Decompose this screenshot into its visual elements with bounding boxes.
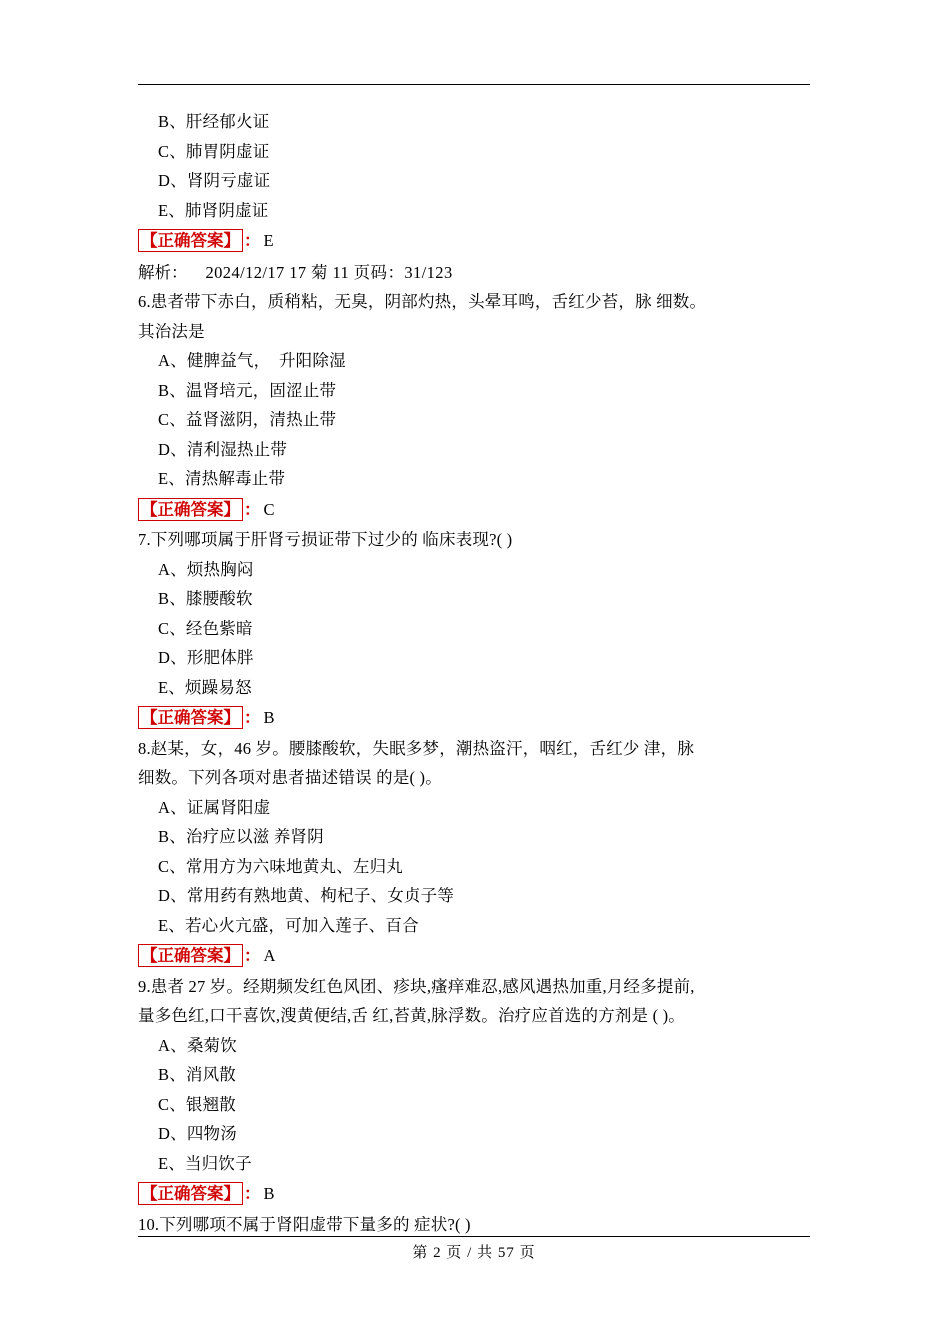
- page-footer: [138, 1236, 810, 1262]
- option-line: C、肺胃阴虚证: [158, 141, 270, 161]
- analysis-meta: 2024/12/17 17 菊 11 页码：31/123: [205, 262, 453, 282]
- header-rule: [138, 84, 810, 85]
- option-line: E、当归饮子: [158, 1153, 252, 1173]
- answer-value: B: [263, 708, 275, 727]
- option-line: B、肝经郁火证: [158, 112, 270, 131]
- option-line: D、四物汤: [158, 1124, 237, 1143]
- option-line: A、桑菊饮: [158, 1035, 237, 1055]
- answer-separator: ：: [244, 708, 261, 727]
- option-line: B、膝腰酸软: [158, 589, 253, 608]
- footer-rule: [138, 1236, 810, 1237]
- option-line: E、清热解毒止带: [158, 469, 286, 488]
- option-line: C、益肾滋阴，清热止带: [158, 410, 337, 429]
- option-line: C、经色紫暗: [158, 618, 253, 638]
- question-continuation: 量多色红,口干喜饮,溲黄便结,舌 红,苔黄,脉浮数。治疗应首选的方剂是 ( )。: [138, 1006, 685, 1025]
- option-line: A、烦热胸闷: [158, 559, 254, 579]
- answer-separator: ：: [244, 231, 261, 250]
- option-line: B、温肾培元，固涩止带: [158, 380, 337, 400]
- answer-label: 【正确答案】: [138, 1182, 243, 1205]
- answer-row: [138, 226, 810, 256]
- option-line: D、肾阴亏虚证: [158, 171, 271, 190]
- answer-row: [138, 941, 810, 971]
- answer-row: [138, 703, 810, 733]
- page-content: [138, 84, 810, 1239]
- option-line: E、肺肾阴虚证: [158, 200, 269, 220]
- answer-value: E: [263, 231, 274, 250]
- answer-row: [138, 495, 810, 525]
- answer-label: 【正确答案】: [138, 944, 243, 967]
- option-line: B、消风散: [158, 1065, 237, 1084]
- question-line: 8.赵某，女，46 岁。腰膝酸软，失眠多梦，潮热盗汗，咽红，舌红少 津，脉: [138, 738, 695, 758]
- option-line: C、银翘散: [158, 1094, 237, 1114]
- answer-separator: ：: [244, 946, 261, 965]
- question-continuation: 其治法是: [138, 321, 205, 341]
- answer-label: 【正确答案】: [138, 229, 243, 252]
- page-number: 第 2 页 / 共 57 页: [412, 1245, 536, 1261]
- option-line: A、健脾益气， 升阳除湿: [158, 351, 346, 370]
- option-line: E、若心火亢盛，可加入莲子、百合: [158, 915, 419, 935]
- question-line: 6.患者带下赤白，质稍粘，无臭，阴部灼热，头晕耳鸣，舌红少苔，脉 细数。: [138, 292, 707, 311]
- question-line: 10.下列哪项不属于肾阳虚带下量多的 症状?( ): [138, 1214, 471, 1234]
- option-line: E、烦躁易怒: [158, 677, 252, 697]
- question-line: 9.患者 27 岁。经期频发红色风团、疹块,瘙痒难忍,感风遇热加重,月经多提前,: [138, 976, 695, 996]
- option-line: B、治疗应以滋 养肾阴: [158, 827, 324, 846]
- answer-value: A: [263, 946, 276, 965]
- answer-separator: ：: [244, 499, 261, 519]
- question-line: 7.下列哪项属于肝肾亏损证带下过少的 临床表现?( ): [138, 530, 513, 549]
- analysis-label: 解析：: [138, 262, 188, 282]
- answer-label: 【正确答案】: [138, 706, 243, 729]
- option-line: D、清利湿热止带: [158, 439, 288, 459]
- option-line: D、形肥体胖: [158, 648, 254, 667]
- option-line: D、常用药有熟地黄、枸杞子、女贞子等: [158, 886, 455, 905]
- answer-separator: ：: [244, 1184, 261, 1203]
- answer-value: C: [263, 499, 275, 519]
- question-continuation: 细数。下列各项对患者描述错误 的是( )。: [138, 768, 442, 787]
- answer-label: 【正确答案】: [138, 498, 243, 521]
- answer-row: [138, 1179, 810, 1209]
- option-line: A、证属肾阳虚: [158, 797, 271, 817]
- answer-value: B: [263, 1184, 275, 1203]
- option-line: C、常用方为六味地黄丸、左归丸: [158, 856, 404, 876]
- analysis-row: [138, 258, 810, 288]
